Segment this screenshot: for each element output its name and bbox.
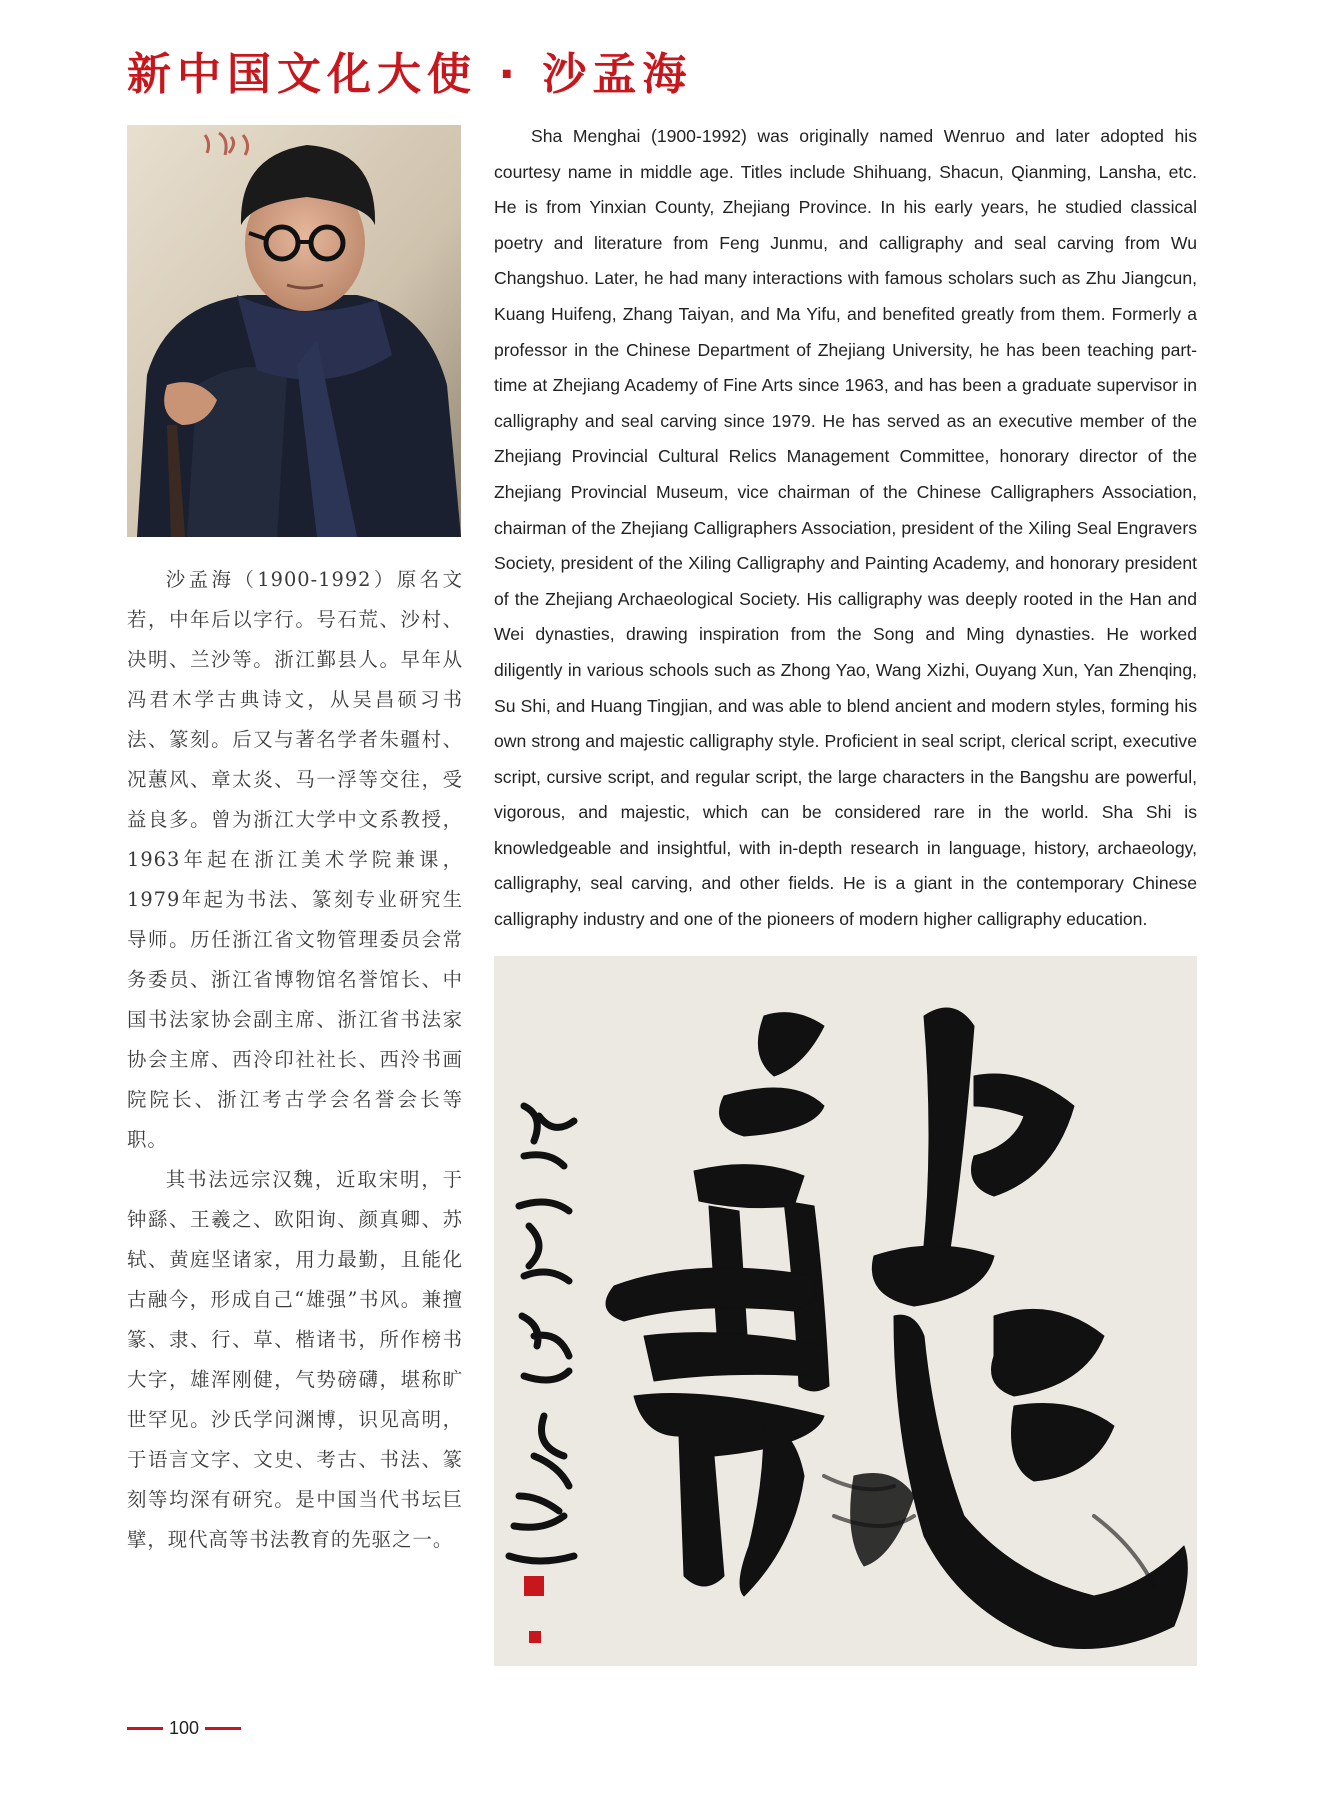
footer-rule-right [205,1727,241,1730]
chinese-paragraph: 其书法远宗汉魏，近取宋明，于钟繇、王羲之、欧阳询、颜真卿、苏轼、黄庭坚诸家，用力最勤，且能化古融今，形成自己“雄强”书风。兼擅篆、隶、行、草、楷诸书，所作榜书大字，雄浑刚健，气势磅礴，堪称旷世罕见。沙氏学问渊博，识见高明，于语言文字、文史、考古、书法、篆刻等均深有研究。是中国当代书坛巨擘，现代高等书法教育的先驱之一。 [127,1168,463,1551]
calligraphy-artwork [494,956,1197,1666]
page-title: 新中国文化大使 · 沙孟海 [127,49,693,100]
chinese-biography [127,560,463,1560]
portrait-photo [127,125,461,537]
english-paragraph: Sha Menghai (1900-1992) was originally named Wenruo and later adopted his courtesy name in middle age. Titles include Shihuang, Shacun, Qianming, Lansha, etc. He is from Yinxian County, Zhejiang Province. In his early years, he studied classical poetry and literature from Feng Junmu, and calligraphy and seal carving from Wu Changshuo. Later, he had many interactions with famous scholars such as Zhu Jiangcun, Kuang Huifeng, Zhang Taiyan, and Ma Yifu, and benefited greatly from them. Formerly a professor in the Chinese Department of Zhejiang University, he has been teaching part-time at Zhejiang Academy of Fine Arts since 1963, and has been a graduate supervisor in calligraphy and seal carving since 1979. He has served as an executive member of the Zhejiang Provincial Cultural Relics Management Committee, honorary director of the Zhejiang Provincial Museum, vice chairman of the Chinese Calligraphers Association, chairman of the Zhejiang Calligraphers Association, president of the Xiling Seal Engravers Society, president of the Xiling Calligraphy and Painting Academy, and honorary president of the Zhejiang Archaeological Society. His calligraphy was deeply rooted in the Han and Wei dynasties, drawing inspiration from the Song and Ming dynasties. He worked diligently in various schools such as Zhong Yao, Wang Xizhi, Ouyang Xun, Yan Zhenqing, Su Shi, and Huang Tingjian, and was able to blend ancient and modern styles, forming his own strong and majestic calligraphy style. Proficient in seal script, clerical script, executive script, cursive script, and regular script, the large characters in the Bangshu are powerful, vigorous, and majestic, which can be considered rare in the world. Sha Shi is knowledgeable and insightful, with in-depth research in language, history, archaeology, calligraphy, seal carving, and other fields. He is a giant in the contemporary Chinese calligraphy industry and one of the pioneers of modern higher calligraphy education. [494,126,1197,930]
page-number: 100 [169,1717,200,1738]
english-biography [494,119,1197,938]
page-footer [127,1716,241,1740]
chinese-paragraph: 沙孟海（1900-1992）原名文若，中年后以字行。号石荒、沙村、决明、兰沙等。浙江鄞县人。早年从冯君木学古典诗文，从吴昌硕习书法、篆刻。后又与著名学者朱疆村、况蕙风、章太炎、马一浮等交往，受益良多。曾为浙江大学中文系教授，1963年起在浙江美术学院兼课，1979年起为书法、篆刻专业研究生导师。历任浙江省文物管理委员会常务委员、浙江省博物馆名誉馆长、中国书法家协会副主席、浙江省书法家协会主席、西泠印社社长、西泠书画院院长、浙江考古学会名誉会长等职。 [127,568,463,1151]
footer-rule-left [127,1727,163,1730]
